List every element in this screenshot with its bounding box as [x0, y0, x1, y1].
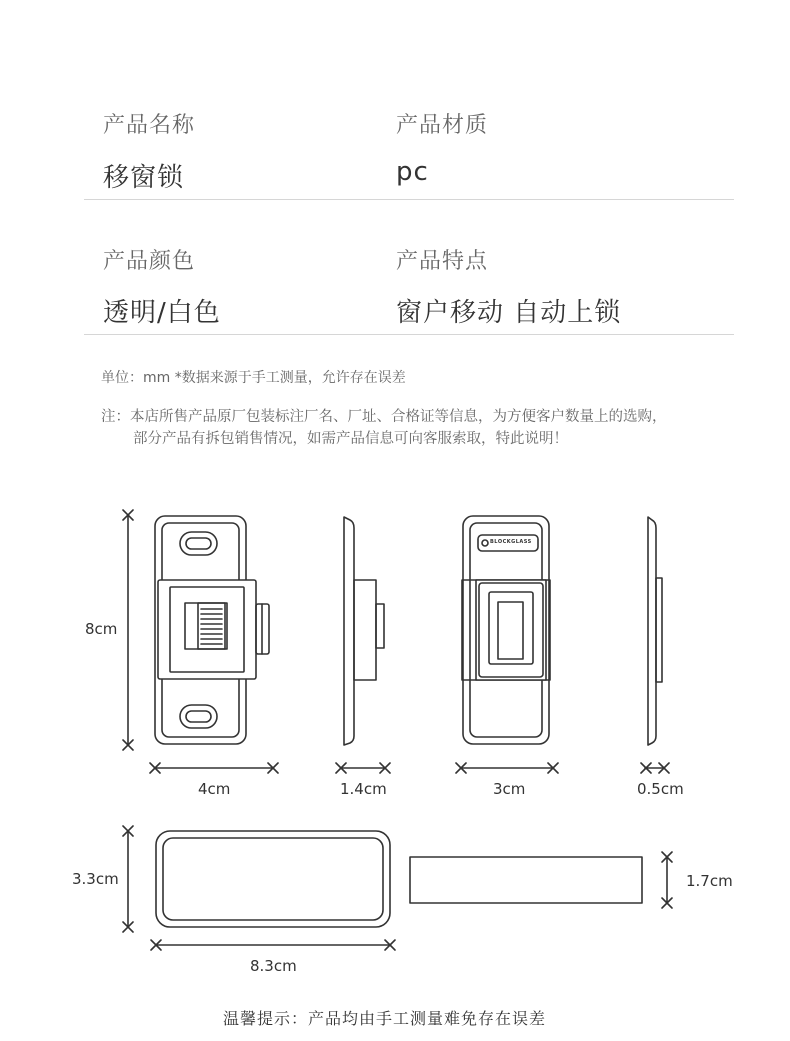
slim-depth-dimension-line	[641, 763, 669, 773]
pad-thickness-dimension-line	[662, 852, 672, 908]
front-width-dimension-line	[150, 763, 278, 773]
slim-depth-label: 0.5cm	[637, 780, 684, 798]
pad-height-dimension-line	[123, 826, 133, 932]
side-depth-dimension-line	[336, 763, 390, 773]
pad-length-dimension-line	[151, 940, 395, 950]
brand-logo: BLOCKGLASS	[490, 539, 532, 545]
height-label: 8cm	[85, 620, 118, 638]
disclaimer-line-2: 部分产品有拆包销售情况，如需产品信息可向客服索取，特此说明！	[133, 431, 568, 447]
slim-side-view	[648, 517, 662, 745]
pad-height-label: 3.3cm	[72, 870, 119, 888]
height-dimension-line	[123, 510, 133, 750]
front-width-label: 4cm	[198, 780, 231, 798]
spec-value-feature: 窗户移动 自动上锁	[396, 298, 622, 328]
disclaimer-line-1: 注：本店所售产品原厂包装标注厂名、厂址、合格证等信息，为方便客户数量上的选购，	[101, 409, 667, 425]
pad-top-view	[156, 831, 390, 927]
front-view	[155, 516, 269, 744]
pad-length-label: 8.3cm	[250, 957, 297, 975]
back-width-dimension-line	[456, 763, 558, 773]
spec-label-color: 产品颜色	[103, 249, 196, 274]
measurement-tip: 温馨提示：产品均由手工测量难免存在误差	[223, 1009, 547, 1028]
back-width-label: 3cm	[493, 780, 526, 798]
unit-note: 单位：mm *数据来源于手工测量，允许存在误差	[101, 370, 406, 386]
pad-side-view	[410, 857, 642, 903]
spec-label-material: 产品材质	[396, 113, 489, 138]
pad-thickness-label: 1.7cm	[686, 872, 733, 890]
side-view	[344, 517, 384, 745]
spec-value-name: 移窗锁	[103, 163, 185, 193]
back-view	[462, 516, 550, 744]
spec-value-color: 透明/白色	[103, 298, 221, 328]
spec-label-name: 产品名称	[103, 113, 196, 138]
spec-value-material: pc	[396, 157, 429, 187]
side-depth-label: 1.4cm	[340, 780, 387, 798]
spec-label-feature: 产品特点	[396, 249, 489, 274]
